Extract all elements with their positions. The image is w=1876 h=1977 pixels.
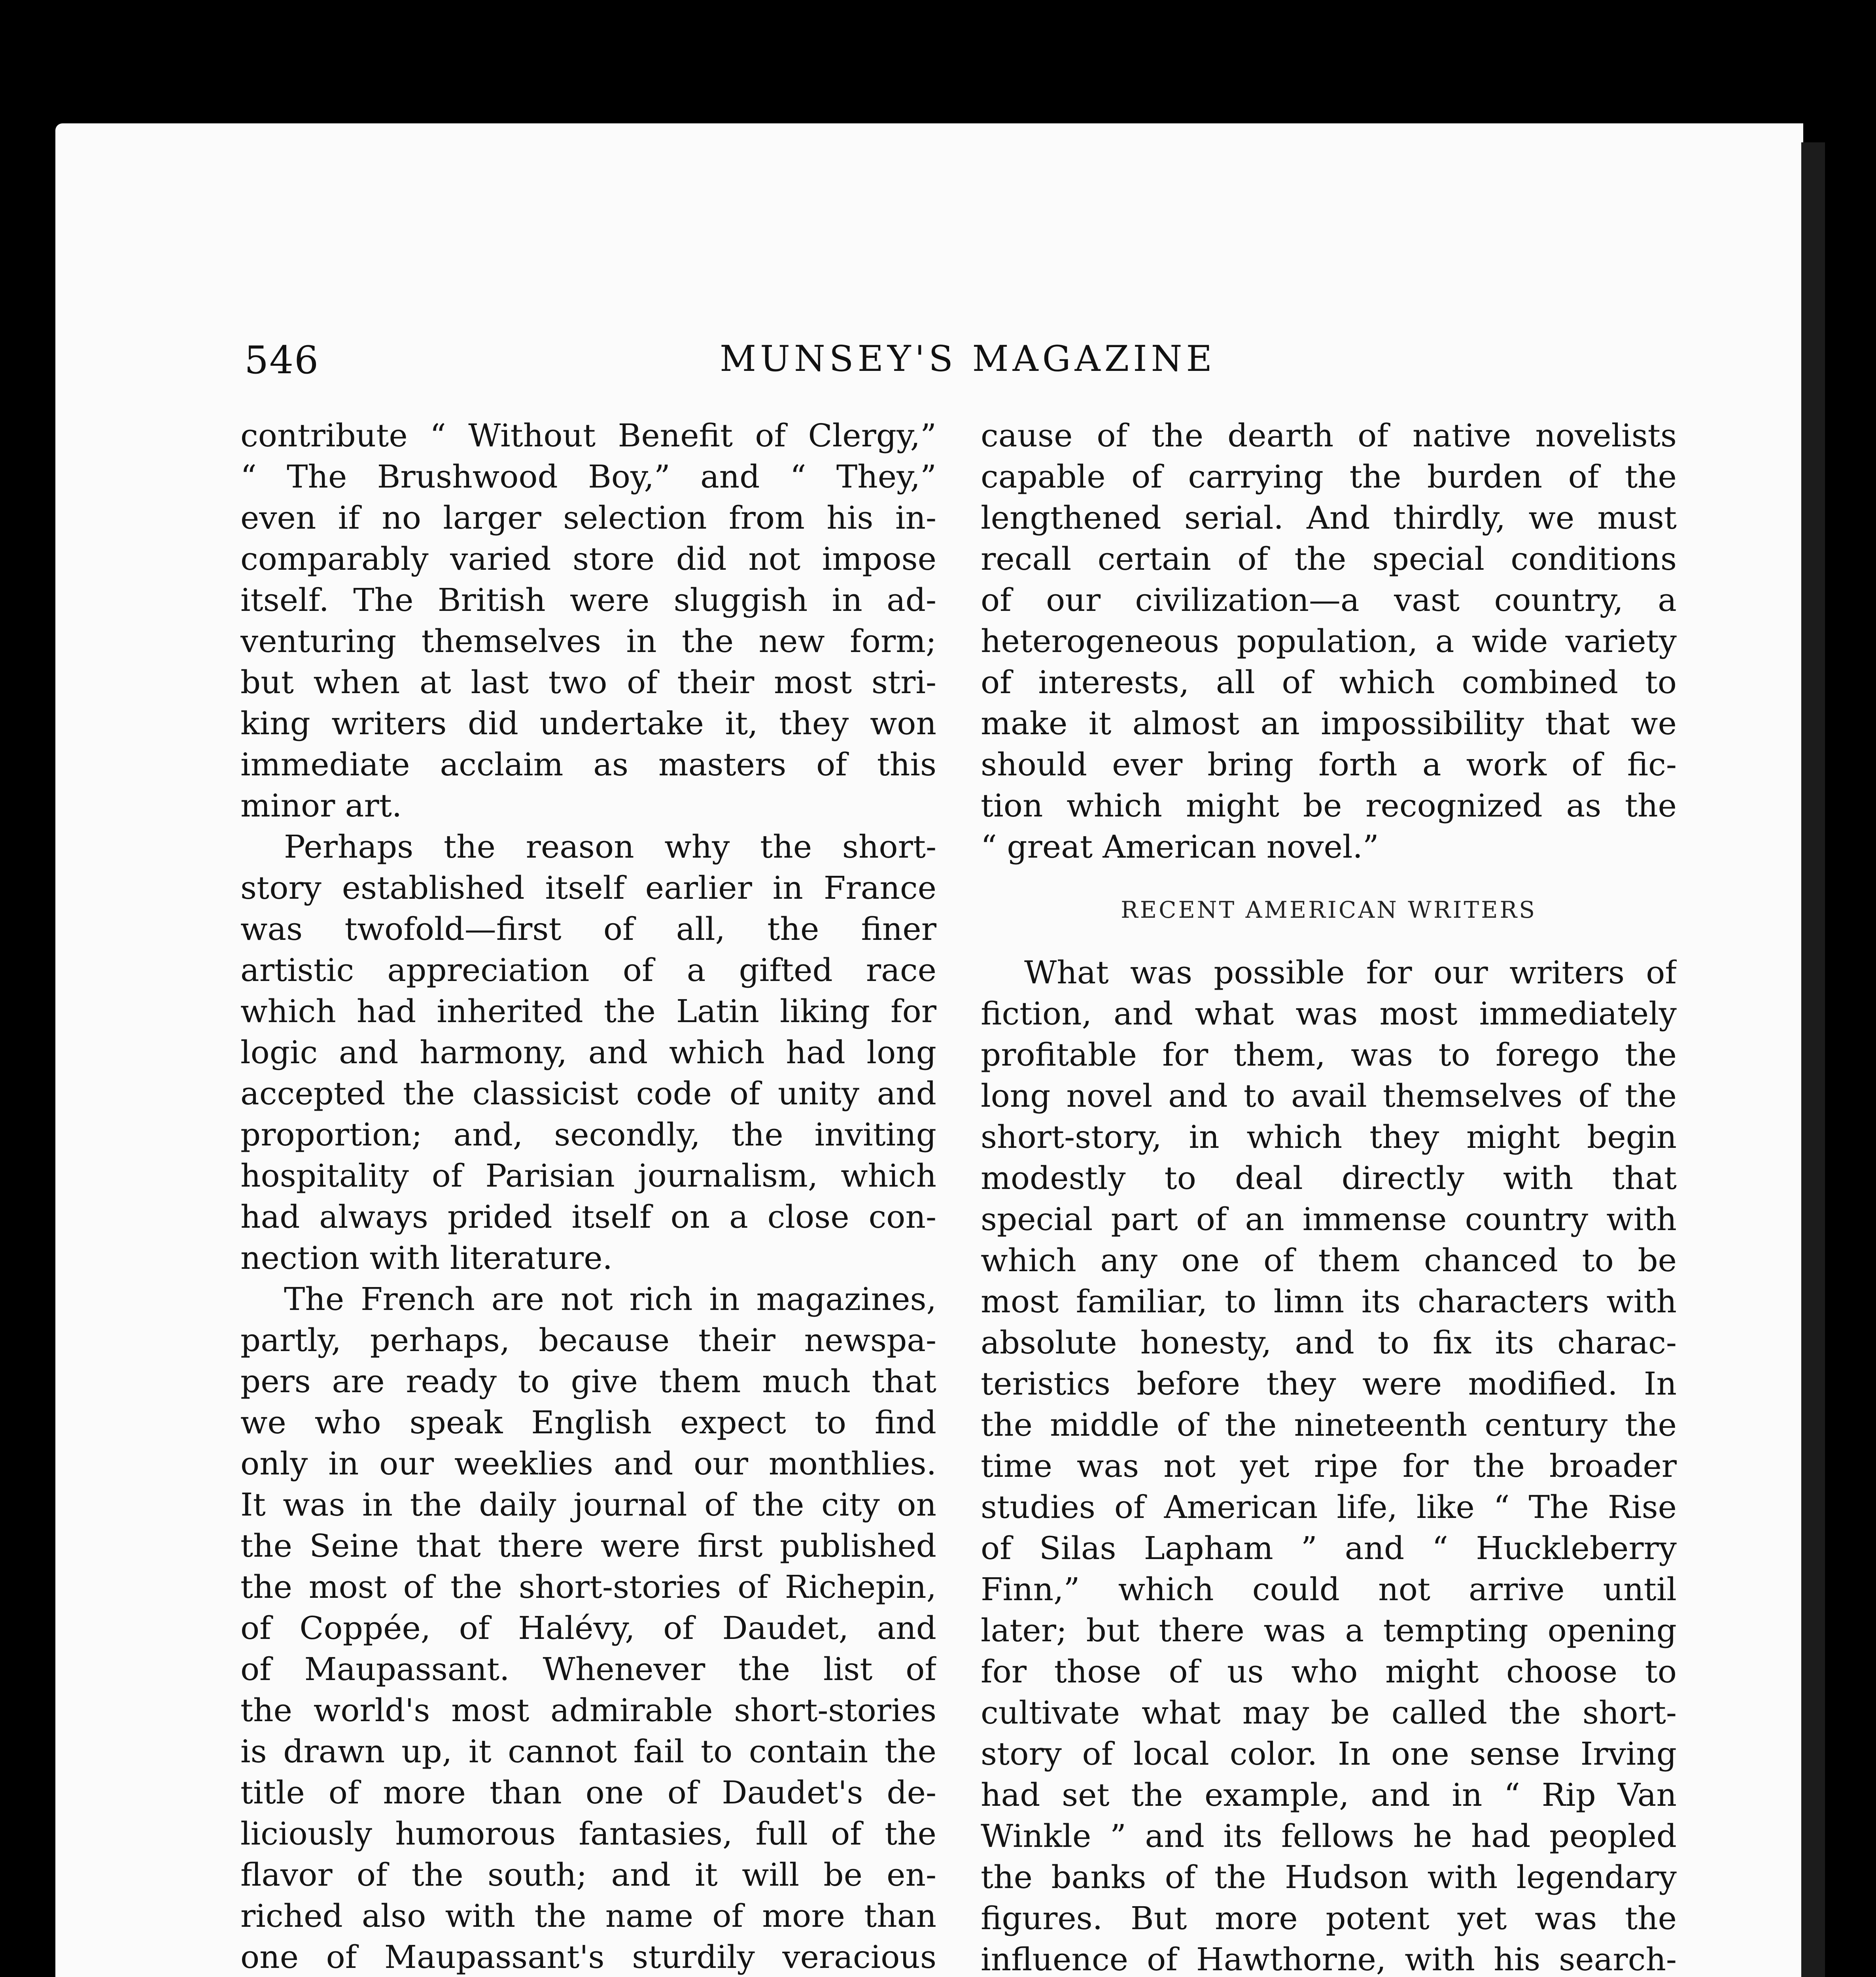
text-line: figures. But more potent yet was the — [981, 1900, 1677, 1937]
text-line: was twofold—first of all, the finer — [240, 911, 936, 947]
text-line: riched also with the name of more than — [240, 1898, 936, 1934]
text-line: itself. The British were sluggish in ad- — [240, 582, 936, 618]
right-column — [981, 415, 1677, 1977]
text-line: immediate acclaim as masters of this — [240, 746, 936, 783]
text-line: lengthened serial. And thirdly, we must — [981, 499, 1677, 536]
text-line: absolute honesty, and to fix its charac- — [981, 1324, 1677, 1361]
text-line: venturing themselves in the new form; — [240, 623, 936, 660]
text-line: heterogeneous population, a wide variety — [981, 623, 1677, 660]
running-header-title: MUNSEY'S MAGAZINE — [720, 338, 1216, 380]
text-line: capable of carrying the burden of the — [981, 458, 1677, 495]
text-line: profitable for them, was to forego the — [981, 1036, 1677, 1073]
text-line: teristics before they were modified. In — [981, 1365, 1677, 1402]
text-line: What was possible for our writers of — [1024, 954, 1677, 991]
paragraph — [981, 952, 1677, 1977]
text-line: which had inherited the Latin liking for — [240, 993, 936, 1030]
text-line: “ great American novel.” — [981, 828, 1379, 865]
text-line: of Maupassant. Whenever the list of — [240, 1651, 936, 1688]
left-column — [240, 415, 936, 1977]
text-line: tion which might be recognized as the — [981, 787, 1677, 824]
text-line: is drawn up, it cannot fail to contain the — [240, 1733, 936, 1770]
text-line: of Silas Lapham ” and “ Huckleberry — [981, 1530, 1677, 1567]
text-line: the banks of the Hudson with legendary — [981, 1859, 1677, 1896]
text-line: one of Maupassant's sturdily veracious — [240, 1939, 936, 1975]
text-line: had set the example, and in “ Rip Van — [981, 1777, 1677, 1813]
text-line: long novel and to avail themselves of the — [981, 1077, 1677, 1114]
text-line: even if no larger selection from his in- — [240, 499, 936, 536]
text-line: but when at last two of their most stri- — [240, 664, 936, 701]
text-line: the most of the short-stories of Richepin, — [240, 1569, 936, 1605]
text-line: Perhaps the reason why the short- — [284, 828, 936, 865]
text-line: logic and harmony, and which had long — [240, 1034, 936, 1071]
text-line: Winkle ” and its fellows he had peopled — [981, 1818, 1677, 1854]
text-line: we who speak English expect to find — [240, 1404, 936, 1441]
text-line: The French are not rich in magazines, — [284, 1281, 936, 1317]
text-line: make it almost an impossibility that we — [981, 705, 1677, 742]
text-line: fiction, and what was most immediately — [981, 995, 1677, 1032]
text-line: of Coppée, of Halévy, of Daudet, and — [240, 1610, 936, 1646]
text-line: should ever bring forth a work of fic- — [981, 746, 1677, 783]
text-line: story of local color. In one sense Irving — [981, 1735, 1677, 1772]
text-line: the middle of the nineteenth century the — [981, 1406, 1677, 1443]
text-line: comparably varied store did not impose — [240, 541, 936, 577]
section-subheading: RECENT AMERICAN WRITERS — [1121, 896, 1537, 923]
text-line: of interests, all of which combined to — [981, 664, 1677, 701]
text-line: time was not yet ripe for the broader — [981, 1448, 1677, 1484]
text-line: hospitality of Parisian journalism, which — [240, 1157, 936, 1194]
paragraph — [240, 1279, 936, 1977]
text-line: later; but there was a tempting opening — [981, 1612, 1677, 1649]
text-line: accepted the classicist code of unity and — [240, 1075, 936, 1112]
text-line: studies of American life, like “ The Rise — [981, 1489, 1677, 1525]
text-line: nection with literature. — [240, 1240, 613, 1276]
text-line: title of more than one of Daudet's de- — [240, 1774, 936, 1811]
text-line: the Seine that there were first published — [240, 1527, 936, 1564]
text-line: for those of us who might choose to — [981, 1653, 1677, 1690]
text-line: king writers did undertake it, they won — [240, 705, 936, 742]
page-number: 546 — [244, 338, 320, 382]
text-line: partly, perhaps, because their newspa- — [240, 1322, 936, 1359]
text-line: influence of Hawthorne, with his search- — [981, 1941, 1677, 1977]
text-line: proportion; and, secondly, the inviting — [240, 1116, 936, 1153]
book-spine-shadow — [1801, 142, 1825, 1977]
text-line: contribute “ Without Benefit of Clergy,” — [240, 417, 936, 454]
text-line: special part of an immense country with — [981, 1201, 1677, 1238]
text-line: Finn,” which could not arrive until — [981, 1571, 1677, 1608]
text-line: short-story, in which they might begin — [981, 1119, 1677, 1155]
text-line: It was in the daily journal of the city on — [240, 1486, 936, 1523]
text-line: modestly to deal directly with that — [981, 1160, 1677, 1196]
text-line: only in our weeklies and our monthlies. — [240, 1445, 936, 1482]
text-line: recall certain of the special conditions — [981, 541, 1677, 577]
text-line: liciously humorous fantasies, full of the — [240, 1815, 936, 1852]
text-line: which any one of them chanced to be — [981, 1242, 1677, 1279]
text-line: “ The Brushwood Boy,” and “ They,” — [240, 458, 936, 495]
text-line: of our civilization—a vast country, a — [981, 582, 1677, 618]
text-line: cause of the dearth of native novelists — [981, 417, 1677, 454]
paragraph — [981, 415, 1677, 868]
paragraph — [240, 415, 936, 826]
text-line: the world's most admirable short-stories — [240, 1692, 936, 1729]
paragraph — [240, 826, 936, 1279]
text-line: pers are ready to give them much that — [240, 1363, 936, 1400]
text-line: cultivate what may be called the short- — [981, 1694, 1677, 1731]
text-line: flavor of the south; and it will be en- — [240, 1856, 936, 1893]
text-line: had always prided itself on a close con- — [240, 1198, 936, 1235]
text-line: minor art. — [240, 787, 402, 824]
text-line: story established itself earlier in France — [240, 869, 936, 906]
text-line: most familiar, to limn its characters with — [981, 1283, 1677, 1320]
text-line: artistic appreciation of a gifted race — [240, 952, 936, 988]
